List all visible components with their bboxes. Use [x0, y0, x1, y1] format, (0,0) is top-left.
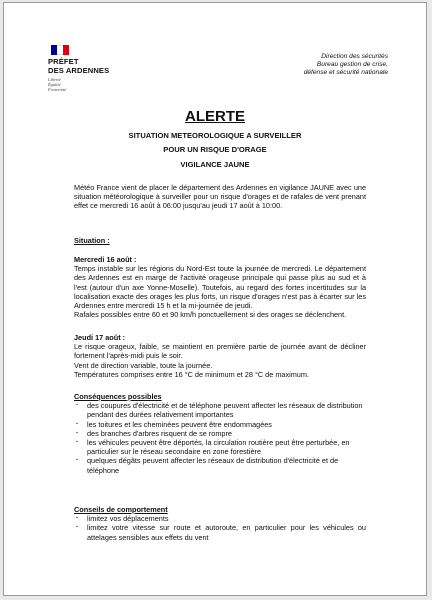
consequences-heading: Conséquences possibles	[74, 392, 162, 401]
subtitle-line-2: POUR UN RISQUE D'ORAGE	[163, 145, 267, 155]
issuing-department	[218, 53, 388, 78]
logo-line-1: PRÉFET	[48, 57, 79, 66]
conseils-heading: Conseils de comportement	[74, 505, 168, 514]
wednesday-label: Mercredi 16 août :	[74, 255, 137, 264]
list-item: · quelques dégâts peuvent affecter les réseaux de distribution d'électricité et de téléphone	[74, 456, 366, 474]
motto-line-1: Liberté	[48, 77, 61, 83]
list-item: · limitez vos déplacements	[74, 514, 366, 523]
direction-line-3: défense et sécurité nationale	[303, 69, 388, 77]
intro-paragraph: Météo France vient de placer le département des Ardennes en vigilance JAUNE avec une situation météorologique à surveiller pour un risque d'orages et de rafales de vent prenant effet ce mercredi 16 août à 06:00 jusqu'au jeudi 17 août à 10:00.	[74, 183, 366, 211]
alert-subtitle	[4, 129, 426, 172]
document-page	[3, 2, 427, 596]
republic-motto	[48, 77, 128, 92]
wednesday-gusts: Rafales possibles entre 60 et 90 km/h ponctuellement si des orages se déclenchent.	[74, 310, 347, 320]
conseils-list	[74, 514, 366, 542]
flag-red	[63, 45, 69, 55]
conseils-section	[74, 505, 366, 542]
thursday-section	[74, 333, 366, 379]
logo-title	[48, 58, 128, 75]
thursday-text: Le risque orageux, faible, se maintient en première partie de journée avant de décliner fortement l'après-midi puis le soir.	[74, 342, 366, 361]
wednesday-section	[74, 255, 366, 319]
thursday-temperatures: Températures comprises entre 16 °C de minimum et 28 °C de maximum.	[74, 369, 309, 379]
situation-heading: Situation :	[74, 236, 110, 245]
motto-line-3: Fraternité	[48, 87, 67, 93]
list-item: · les véhicules peuvent être déportés, la circulation routière peut être perturbée, en particulier sur le réseau secondaire en zone forestière	[74, 438, 366, 456]
list-item: · des branches d'arbres risquent de se rompre	[74, 429, 366, 438]
list-item: · limitez votre vitesse sur route et autoroute, en particulier pour les véhicules ou attelages sensibles aux effets du vent	[74, 523, 366, 541]
list-item: · des coupures d'électricité et de téléphone peuvent affecter les réseaux de distribution pendant des durées relativement importantes	[74, 401, 366, 419]
motto-line-2: Égalité	[48, 82, 61, 88]
subtitle-line-3: VIGILANCE JAUNE	[180, 159, 250, 169]
direction-line-2: Bureau gestion de crise,	[316, 61, 388, 69]
alert-title: ALERTE	[185, 108, 245, 125]
logo-line-2: DES ARDENNES	[48, 65, 110, 75]
french-flag-icon	[51, 45, 69, 55]
direction-line-1: Direction des sécurités	[321, 53, 388, 60]
prefet-logo	[48, 45, 128, 92]
subtitle-line-1: SITUATION METEOROLOGIQUE A SURVEILLER	[128, 131, 302, 140]
list-item: · les toitures et les cheminées peuvent être endommagées	[74, 420, 366, 429]
consequences-list	[74, 401, 366, 475]
consequences-section	[74, 392, 366, 475]
thursday-wind: Vent de direction variable, toute la journée.	[74, 360, 213, 370]
thursday-label: Jeudi 17 août :	[74, 333, 126, 342]
wednesday-text: Temps instable sur les régions du Nord-Est toute la journée de mercredi. Le département des Ardennes est en marge de l'activité orageuse principale qui passe plus au sud et à l'est (autour d'un axe Yonne-Moselle). Toutefois, au regard des fortes incertitudes sur la localisation exacte des orages les plus forts, un risque d'orages n'est pas à écarter sur les Ardennes entre mercredi 15 h et la mi-journée de jeudi.	[74, 264, 366, 311]
